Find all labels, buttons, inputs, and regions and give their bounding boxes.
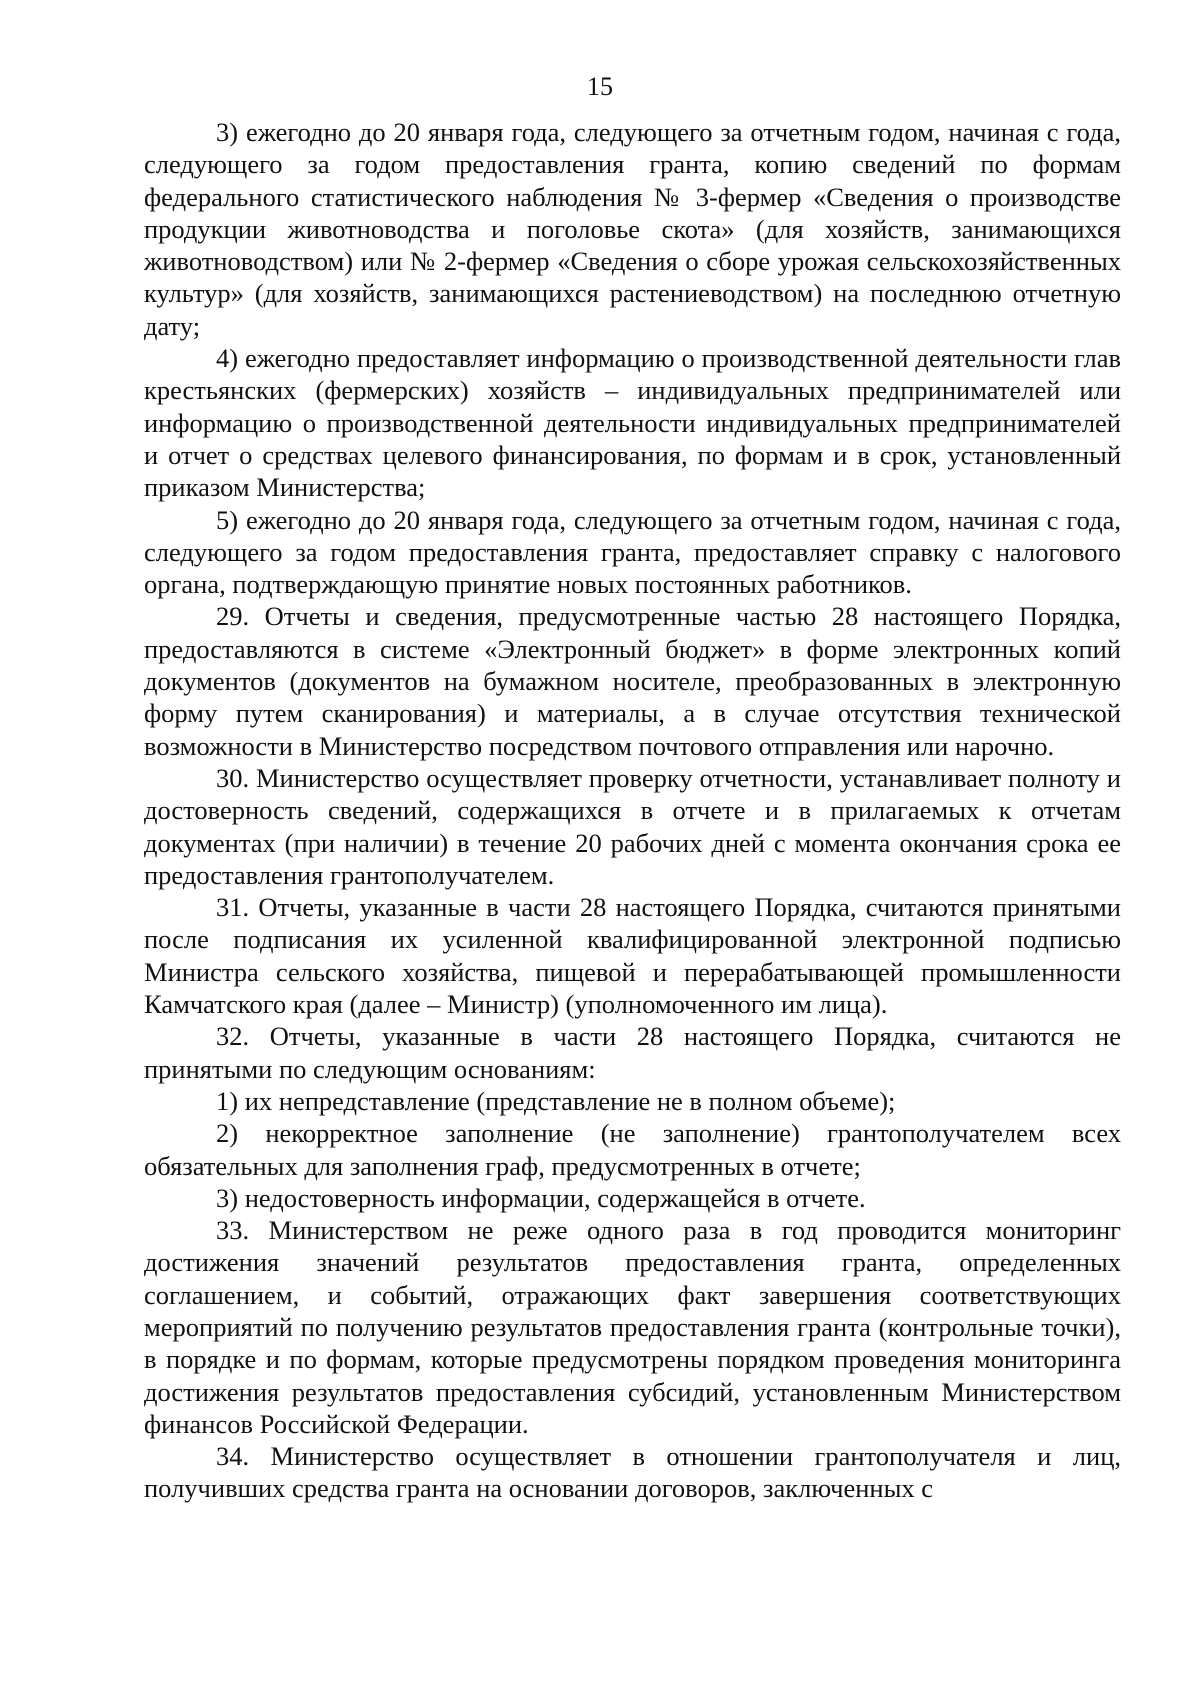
paragraph-section-34: 34. Министерство осуществляет в отношении грантополучателя и лиц, получивших средства гранта на основании договоров, заключенных с xyxy=(144,1441,1121,1504)
paragraph-section-30: 30. Министерство осуществляет проверку отчетности, устанавливает полноту и достоверность сведений, содержащихся в отчете и в прилагаемых к отчетам документах (при наличии) в течение 20 рабочих дней с момента окончания срока ее предоставления грантополучателем. xyxy=(144,762,1121,890)
paragraph-sub-2: 2) некорректное заполнение (не заполнение) грантополучателем всех обязательных для заполнения граф, предусмотренных в отчете; xyxy=(144,1118,1121,1181)
paragraph-sub-3: 3) недостоверность информации, содержащейся в отчете. xyxy=(216,1182,866,1213)
paragraph-section-32: 32. Отчеты, указанные в части 28 настоящего Порядка, считаются не принятыми по следующим основаниям: xyxy=(144,1021,1121,1084)
document-body xyxy=(144,116,1121,1505)
paragraph-sub-1: 1) их непредставление (представление не в полном объеме); xyxy=(216,1085,896,1116)
paragraph-item-5: 5) ежегодно до 20 января года, следующего за отчетным годом, начиная с года, следующего за годом предоставления гранта, предоставляет справку с налогового органа, подтверждающую принятие новых постоянных работников. xyxy=(144,504,1121,600)
paragraph-section-33: 33. Министерством не реже одного раза в год проводится мониторинг достижения значений результатов предоставления гранта, определенных соглашением, и событий, отражающих факт завершения соответствующих мероприятий по получению результатов предоставления гранта (контрольные точки), в порядке и по формам, которые предусмотрены порядком проведения мониторинга достижения результатов предоставления субсидий, установленным Министерством финансов Российской Федерации. xyxy=(144,1215,1121,1439)
paragraph-item-3: 3) ежегодно до 20 января года, следующего за отчетным годом, начиная с года, следующего за годом предоставления гранта, копию сведений по формам федерального статистического наблюдения № 3-фермер «Сведения о производстве продукции животноводства и поголовье скота» (для хозяйств, занимающихся животноводством) или № 2-фермер «Сведения о сборе урожая сельскохозяйственных культур» (для хозяйств, занимающихся растениеводством) на последнюю отчетную дату; xyxy=(144,117,1121,341)
paragraph-section-31: 31. Отчеты, указанные в части 28 настоящего Порядка, считаются принятыми после подписания их усиленной квалифицированной электронной подписью Министра сельского хозяйства, пищевой и перерабатывающей промышленности Камчатского края (далее – Министр) (уполномоченного им лица). xyxy=(144,892,1121,1020)
paragraph-section-29: 29. Отчеты и сведения, предусмотренные частью 28 настоящего Порядка, предоставляются в системе «Электронный бюджет» в форме электронных копий документов (документов на бумажном носителе, преобразованных в электронную форму путем сканирования) и материалы, а в случае отсутствия технической возможности в Министерство посредством почтового отправления или нарочно. xyxy=(144,601,1121,761)
paragraph-item-4: 4) ежегодно предоставляет информацию о производственной деятельности глав крестьянских (фермерских) хозяйств – индивидуальных предпринимателей или информацию о производственной деятельности индивидуальных предпринимателей и отчет о средствах целевого финансирования, по формам и в срок, установленный приказом Министерства; xyxy=(144,343,1121,503)
page-number: 15 xyxy=(587,72,613,101)
